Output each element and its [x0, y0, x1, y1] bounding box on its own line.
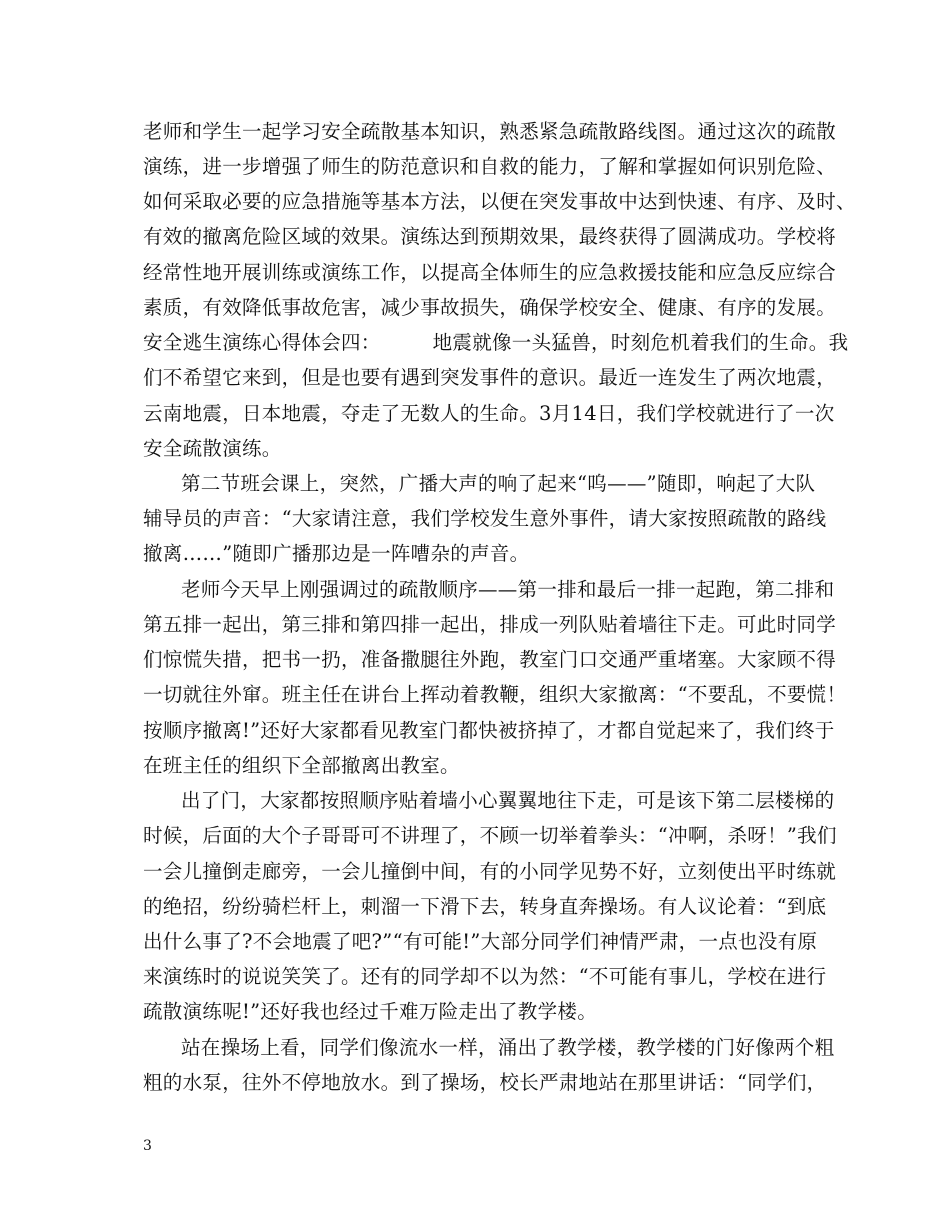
- text-line: 一切就往外窜。班主任在讲台上挥动着教鞭，组织大家撤离：“不要乱，不要慌！: [143, 683, 847, 706]
- text-line: 第五排一起出，第三排和第四排一起出，排成一列队贴着墙往下走。可此时同学: [143, 613, 837, 636]
- paragraph-first-line: 第二节班会课上，突然，广播大声的响了起来“呜——”随即，响起了大队: [181, 472, 816, 495]
- text-line: 如何采取必要的应急措施等基本方法，以便在突发事故中达到快速、有序、及时、: [143, 190, 856, 213]
- text-line: 粗的水泵，往外不停地放水。到了操场，校长严肃地站在那里讲话：“同学们，: [143, 1071, 827, 1094]
- text-line: 在班主任的组织下全部撤离出教室。: [143, 754, 460, 777]
- paragraph-first-line: 站在操场上看，同学们像流水一样，涌出了教学楼，教学楼的门好像两个粗: [181, 1036, 835, 1059]
- paragraph-first-line: 老师今天早上刚强调过的疏散顺序——第一排和最后一排一起跑，第二排和: [181, 578, 835, 601]
- text-line: 经常性地开展训练或演练工作，以提高全体师生的应急救援技能和应急反应综合: [143, 261, 837, 284]
- section-heading: 安全逃生演练心得体会四：: [143, 331, 381, 354]
- text-line: 老师和学生一起学习安全疏散基本知识，熟悉紧急疏散路线图。通过这次的疏散: [143, 120, 837, 143]
- text-line: 撤离……”随即广播那边是一阵嘈杂的声音。: [143, 542, 530, 565]
- section-heading-line: [143, 331, 848, 355]
- text-line: 一会儿撞倒走廊旁，一会儿撞倒中间，有的小同学见势不好，立刻使出平时练就: [143, 860, 837, 883]
- page-number: 3: [143, 1138, 152, 1154]
- paragraph-first-line: 出了门，大家都按照顺序贴着墙小心翼翼地往下走，可是该下第二层楼梯的: [181, 789, 835, 812]
- text-line: 素质，有效降低事故危害，减少事故损失，确保学校安全、健康、有序的发展。: [143, 296, 837, 319]
- text-line: 们惊慌失措，把书一扔，准备撒腿往外跑，教室门口交通严重堵塞。大家顾不得: [143, 648, 837, 671]
- text-line: 云南地震，日本地震，夺走了无数人的生命。3月14日，我们学校就进行了一次: [143, 402, 835, 425]
- text-line: 的绝招，纷纷骑栏杆上，刺溜一下滑下去，转身直奔操场。有人议论着：“到底: [143, 895, 827, 918]
- text-line: 时候，后面的大个子哥哥可不讲理了，不顾一切举着拳头：“冲啊，杀呀！”我们: [143, 824, 837, 847]
- text-line: 来演练时的说说笑笑了。还有的同学却不以为然：“不可能有事儿，学校在进行: [143, 965, 827, 988]
- text-line: 出什么事了?不会地震了吧?”“有可能!”大部分同学们神情严肃，一点也没有原: [143, 930, 818, 953]
- text-line: 辅导员的声音：“大家请注意，我们学校发生意外事件，请大家按照疏散的路线: [143, 507, 827, 530]
- text-line: 按顺序撤离!”还好大家都看见教室门都快被挤掉了，才都自觉起来了，我们终于: [143, 719, 835, 742]
- text-line: 安全疏散演练。: [143, 437, 282, 460]
- text-line: 有效的撤离危险区域的效果。演练达到预期效果，最终获得了圆满成功。学校将: [143, 225, 837, 248]
- text-line: 们不希望它来到，但是也要有遇到突发事件的意识。最近一连发生了两次地震，: [143, 366, 837, 389]
- section-first-sentence: 地震就像一头猛兽，时刻危机着我们的生命。我: [432, 331, 849, 354]
- text-line: 演练，进一步增强了师生的防范意识和自救的能力，了解和掌握如何识别危险、: [143, 155, 837, 178]
- text-line: 疏散演练呢!”还好我也经过千难万险走出了教学楼。: [143, 1000, 598, 1023]
